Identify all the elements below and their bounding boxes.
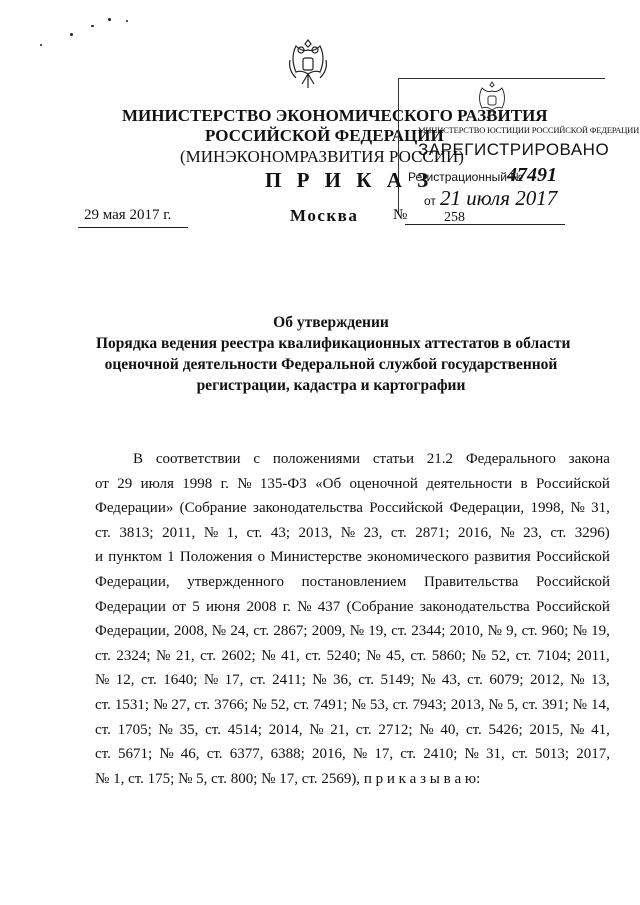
- title-line: регистрации, кадастра и картографии: [196, 377, 466, 394]
- scan-speck: [40, 44, 42, 46]
- body-line: Федерации от 5 июня 2008 г. № 437 (Собрание законодательства Российской: [95, 598, 610, 615]
- body-line: В соответствии с положениями статьи 21.2 Федерального закона: [133, 451, 610, 467]
- body-line: от 29 июля 1998 г. № 135-ФЗ «Об оценочной деятельности в Российской: [95, 475, 610, 492]
- date-underline: [78, 227, 188, 228]
- number-sign: №: [393, 207, 408, 223]
- body-line: № 1, ст. 175; № 5, ст. 800; № 17, ст. 2569), п р и к а з ы в а ю:: [95, 770, 481, 787]
- body-line: № 12, ст. 1640; № 17, ст. 2411; № 36, ст. 5149; № 43, ст. 6079; 2012, № 13,: [95, 672, 610, 689]
- body-line: ст. 1705; № 35, ст. 4514; 2014, № 21, ст. 2712; № 40, ст. 5426; 2015, № 41,: [95, 721, 610, 738]
- stamp-from-label: от: [424, 194, 436, 208]
- number-underline: [405, 224, 565, 225]
- stamp-reg-number-label: Регистрационный №: [408, 170, 524, 184]
- title-line: Порядка ведения реестра квалификационных аттестатов в области: [96, 335, 571, 352]
- body-line: Федерации» (Собрание законодательства Российской Федерации, 1998, № 31,: [95, 500, 610, 517]
- body-line: и пунктом 1 Положения о Министерстве экономического развития Российской: [95, 549, 610, 566]
- document-body: [95, 447, 610, 791]
- ministry-name-line1: МИНИСТЕРСТВО ЭКОНОМИЧЕСКОГО РАЗВИТИЯ: [122, 106, 548, 125]
- ministry-name-line2: РОССИЙСКОЙ ФЕДЕРАЦИИ: [205, 126, 444, 145]
- title-line: оценочной деятельности Федеральной службой государственной: [104, 356, 558, 373]
- scan-speck: [91, 25, 94, 27]
- body-line: ст. 3813; 2011, № 1, ст. 43; 2013, № 23, ст. 2871; 2016, № 23, ст. 3296): [95, 524, 610, 541]
- body-line: ст. 2324; № 21, ст. 2602; № 41, ст. 5240; № 45, ст. 5860; № 52, ст. 7104; 2011,: [95, 647, 610, 664]
- body-line: Федерации, 2008, № 24, ст. 2867; 2009, № 19, ст. 2344; 2010, № 9, ст. 960; № 19,: [95, 623, 610, 640]
- scan-speck: [108, 18, 111, 21]
- stamp-reg-date: 21 июля 2017: [440, 186, 558, 210]
- stamp-organization: МИНИСТЕРСТВО ЮСТИЦИИ РОССИЙСКОЙ ФЕДЕРАЦИИ: [418, 125, 640, 135]
- stamp-registered-label: ЗАРЕГИСТРИРОВАНО: [418, 140, 610, 159]
- body-line: ст. 5671; № 46, ст. 6377, 6388; 2016, № 17, ст. 2410; № 31, ст. 5013; 2017,: [95, 746, 610, 763]
- document-date: 29 мая 2017 г.: [84, 207, 172, 223]
- title-line: Об утверждении: [273, 314, 389, 331]
- document-type: П Р И К А З: [265, 168, 434, 192]
- scan-speck: [70, 33, 73, 36]
- body-line: Федерации, утвержденного постановлением Правительства Российской: [95, 573, 610, 590]
- ministry-abbreviation: (МИНЭКОНОМРАЗВИТИЯ РОССИИ): [180, 147, 464, 166]
- stamp-emblem-icon: [474, 80, 510, 120]
- scan-speck: [126, 20, 128, 22]
- coat-of-arms-icon: [286, 36, 330, 94]
- document-number: 258: [444, 210, 465, 225]
- document-title: [96, 312, 571, 396]
- stamp-reg-number: 47491: [507, 164, 557, 186]
- document-city: Москва: [290, 206, 359, 225]
- body-line: ст. 1531; № 27, ст. 3766; № 52, ст. 7491; № 53, ст. 7943; 2013, № 5, ст. 391; № 14,: [95, 696, 610, 713]
